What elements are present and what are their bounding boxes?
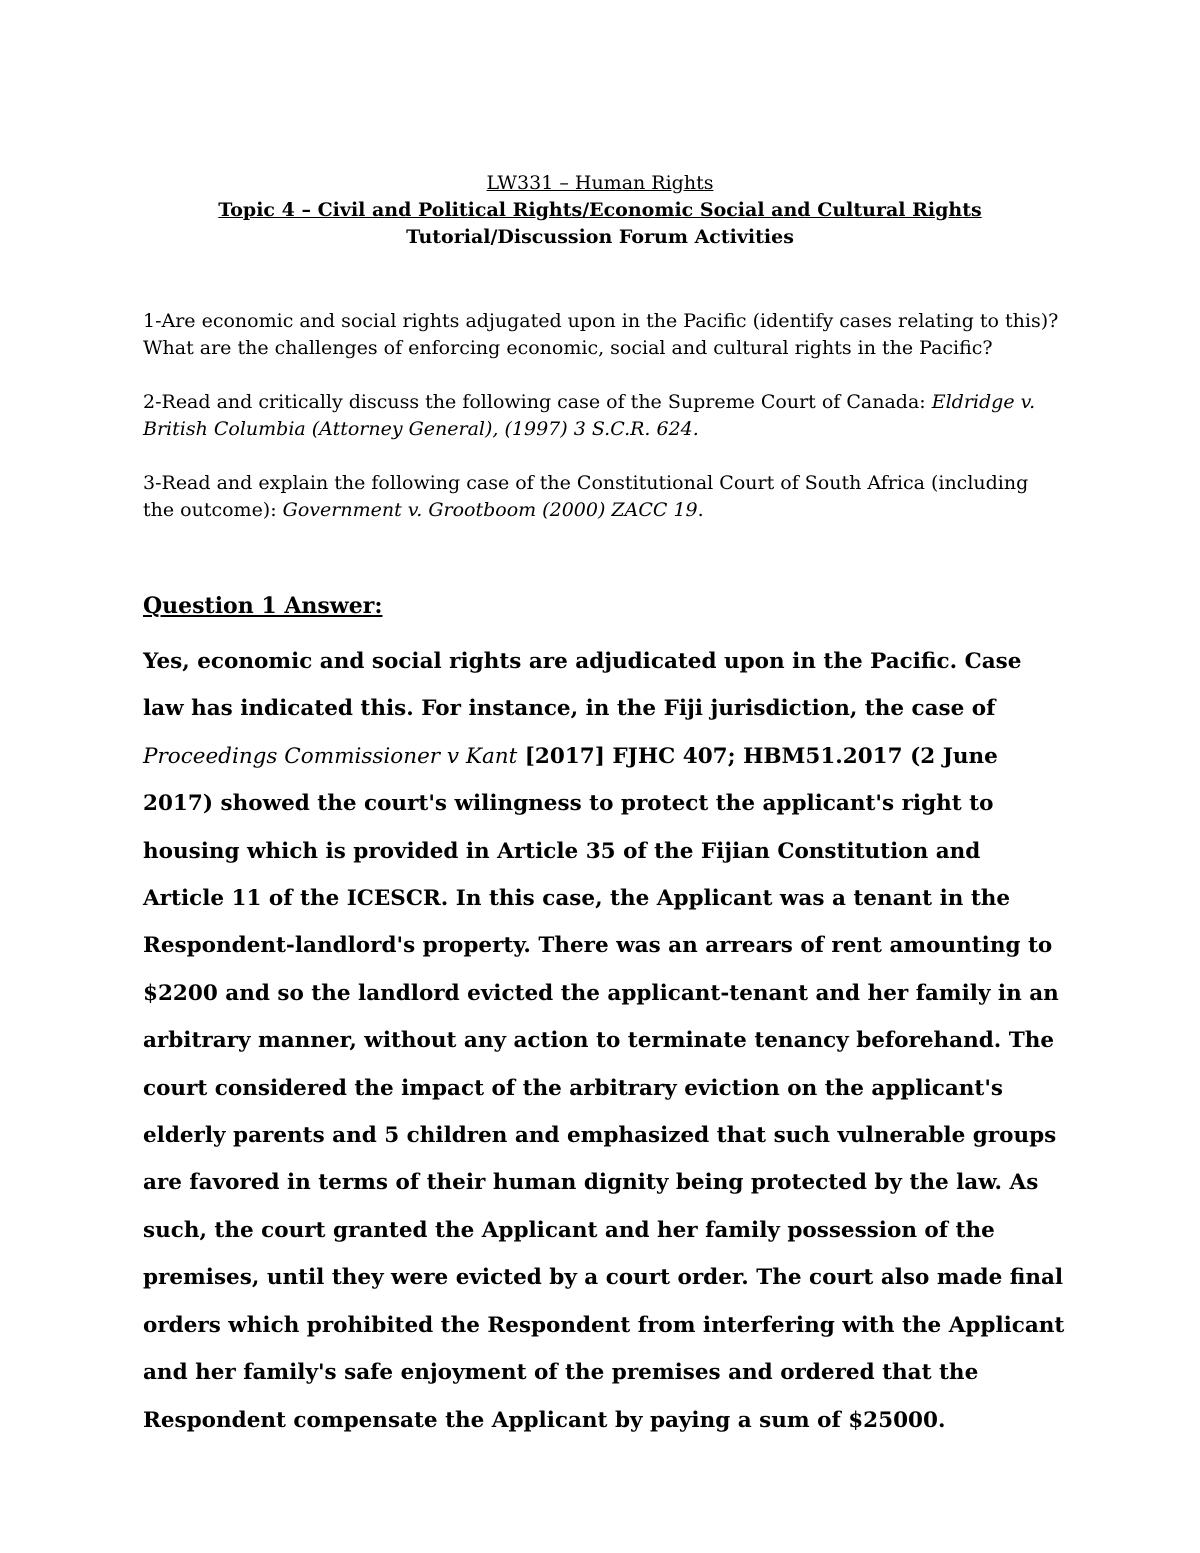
document-header (0, 170, 1200, 251)
question-3-text: 3-Read and explain the following case of the Constitutional Court of South Africa (including the outcome): (143, 472, 1029, 521)
question-3-end: . (697, 499, 704, 521)
activities-subtitle: Tutorial/Discussion Forum Activities (406, 226, 794, 248)
question-2 (143, 389, 1063, 443)
question-2-text: 2-Read and critically discuss the following case of the Supreme Court of Canada: (143, 391, 932, 413)
answer-heading: Question 1 Answer: (143, 593, 383, 619)
question-3-case: Government v. Grootboom (2000) ZACC 19 (282, 499, 698, 521)
question-list (143, 308, 1063, 551)
course-title: LW331 – Human Rights (486, 172, 714, 194)
answer-paragraph (143, 638, 1068, 1444)
answer-text-part2: [2017] FJHC 407; HBM51.2017 (2 June 2017) showed the court's wilingness to protect the applicant's right to housing which is provided in Article 35 of the Fijian Constitution and Article 11 of the ICESCR. In this case, the Applicant was a tenant in the Respondent-landlord's property. There was an arrears of rent amounting to $2200 and so the landlord evicted the applicant-tenant and her family in an arbitrary manner, without any action to terminate tenancy beforehand. The court considered the impact of the arbitrary eviction on the applicant's elderly parents and 5 children and emphasized that such vulnerable groups are favored in terms of their human dignity being protected by the law. As such, the court granted the Applicant and her family possession of the premises, until they were evicted by a court order. The court also made final orders which prohibited the Respondent from interfering with the Applicant and her family's safe enjoyment of the premises and ordered that the Respondent compensate the Applicant by paying a sum of $25000. (143, 743, 1065, 1433)
question-3 (143, 470, 1063, 524)
answer-text-part1: Yes, economic and social rights are adjudicated upon in the Pacific. Case law has indicated this. For instance, in the Fiji jurisdiction, the case of (143, 649, 1022, 722)
question-1 (143, 308, 1063, 362)
topic-title: Topic 4 – Civil and Political Rights/Economic Social and Cultural Rights (218, 199, 982, 221)
question-1-text: 1-Are economic and social rights adjugated upon in the Pacific (identify cases relating to this)? What are the challenges of enforcing economic, social and cultural rights in the Pacific? (143, 310, 1059, 359)
answer-case-name: Proceedings Commissioner v Kant (143, 743, 518, 769)
answer-section (143, 590, 1068, 1444)
question-2-case: Eldridge v. British Columbia (Attorney General), (1997) 3 S.C.R. 624. (143, 391, 1036, 440)
